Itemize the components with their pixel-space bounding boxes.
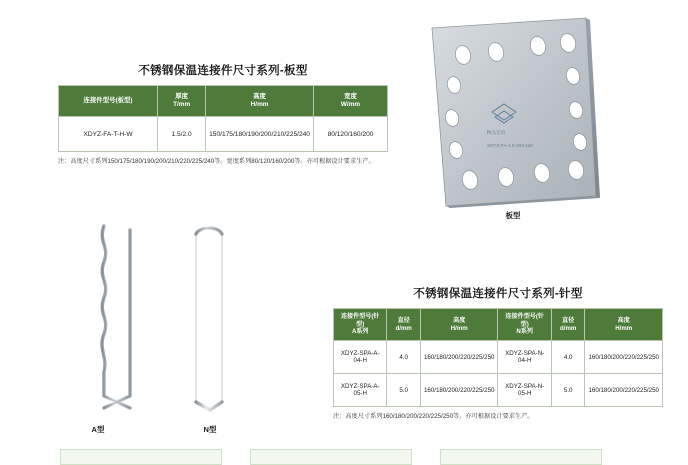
cell-a-model: XDYZ-SPA-A-04-H [334, 341, 387, 374]
cell-a-diameter: 5.0 [387, 374, 420, 407]
header-n-height: 高度 H/mm [585, 309, 663, 341]
board-size-table [58, 85, 388, 152]
anchor-n-shape [196, 228, 222, 410]
table-row [334, 341, 663, 374]
header-board-model: 连接件型号(板型) [59, 86, 158, 117]
plate-watermark-text: 精品室销 [486, 130, 506, 135]
anchor-a-caption: A型 [91, 425, 105, 434]
header-a-diameter: 直径 d/mm [387, 309, 420, 341]
cell-board-thickness: 1.5/2.0 [158, 117, 206, 152]
header-board-thickness: 厚度 T/mm [158, 86, 206, 117]
cell-a-height: 160/180/200/220/225/250 [420, 341, 498, 374]
cell-n-model: XDYZ-SPA-N-04-H [498, 341, 551, 374]
cell-a-diameter: 4.0 [387, 341, 420, 374]
cell-n-diameter: 5.0 [551, 374, 584, 407]
header-board-width: 宽度 W/mm [313, 86, 387, 117]
cell-board-model: XDYZ-FA-T-H-W [59, 117, 158, 152]
table-row [334, 374, 663, 407]
cell-a-model: XDYZ-SPA-A-05-H [334, 374, 387, 407]
anchor-a-shape [102, 226, 130, 408]
table-row [59, 117, 388, 152]
header-n-model: 连接件型号(针型) N系列 [498, 309, 551, 341]
cell-board-width: 80/120/160/200 [313, 117, 387, 152]
cell-board-height: 150/175/180/190/200/210/225/240 [206, 117, 314, 152]
bottom-panel-3 [440, 449, 602, 465]
cell-a-height: 160/180/200/220/225/250 [420, 374, 498, 407]
needle-section-title: 不锈钢保温连接件尺寸系列-针型 [413, 288, 583, 300]
needle-size-section [333, 285, 663, 421]
needle-section-note: 注：高度尺寸系列160/180/200/220/225/250等。亦可根据设计要求生产。 [333, 413, 534, 420]
table-header-row [334, 309, 663, 341]
cell-n-diameter: 4.0 [551, 341, 584, 374]
header-n-diameter: 直径 d/mm [551, 309, 584, 341]
table-header-row [59, 86, 388, 117]
header-a-height: 高度 H/mm [420, 309, 498, 341]
board-section-note: 注：高度尺寸系列150/175/180/190/200/210/220/225/240等。宽度系列80/120/160/200等。亦可根据设计要求生产。 [58, 158, 375, 165]
plate-caption: 板型 [505, 211, 521, 220]
header-board-height: 高度 H/mm [206, 86, 314, 117]
bottom-panel-1 [60, 449, 222, 465]
cell-n-height: 160/180/200/220/225/250 [585, 341, 663, 374]
anchor-svg [60, 220, 280, 435]
cell-n-model: XDYZ-SPA-N-05-H [498, 374, 551, 407]
anchor-n-caption: N型 [203, 425, 217, 434]
board-size-section [58, 62, 388, 166]
plate-watermark-code: XDYS-FA-1.8-200-120 [487, 143, 533, 148]
cell-n-height: 160/180/200/220/225/250 [585, 374, 663, 407]
anchor-illustration [60, 220, 280, 435]
board-section-title: 不锈钢保温连接件尺寸系列-板型 [138, 65, 308, 77]
bottom-panel-2 [250, 449, 412, 465]
needle-size-table [333, 308, 663, 407]
header-a-model: 连接件型号(针型) A系列 [334, 309, 387, 341]
